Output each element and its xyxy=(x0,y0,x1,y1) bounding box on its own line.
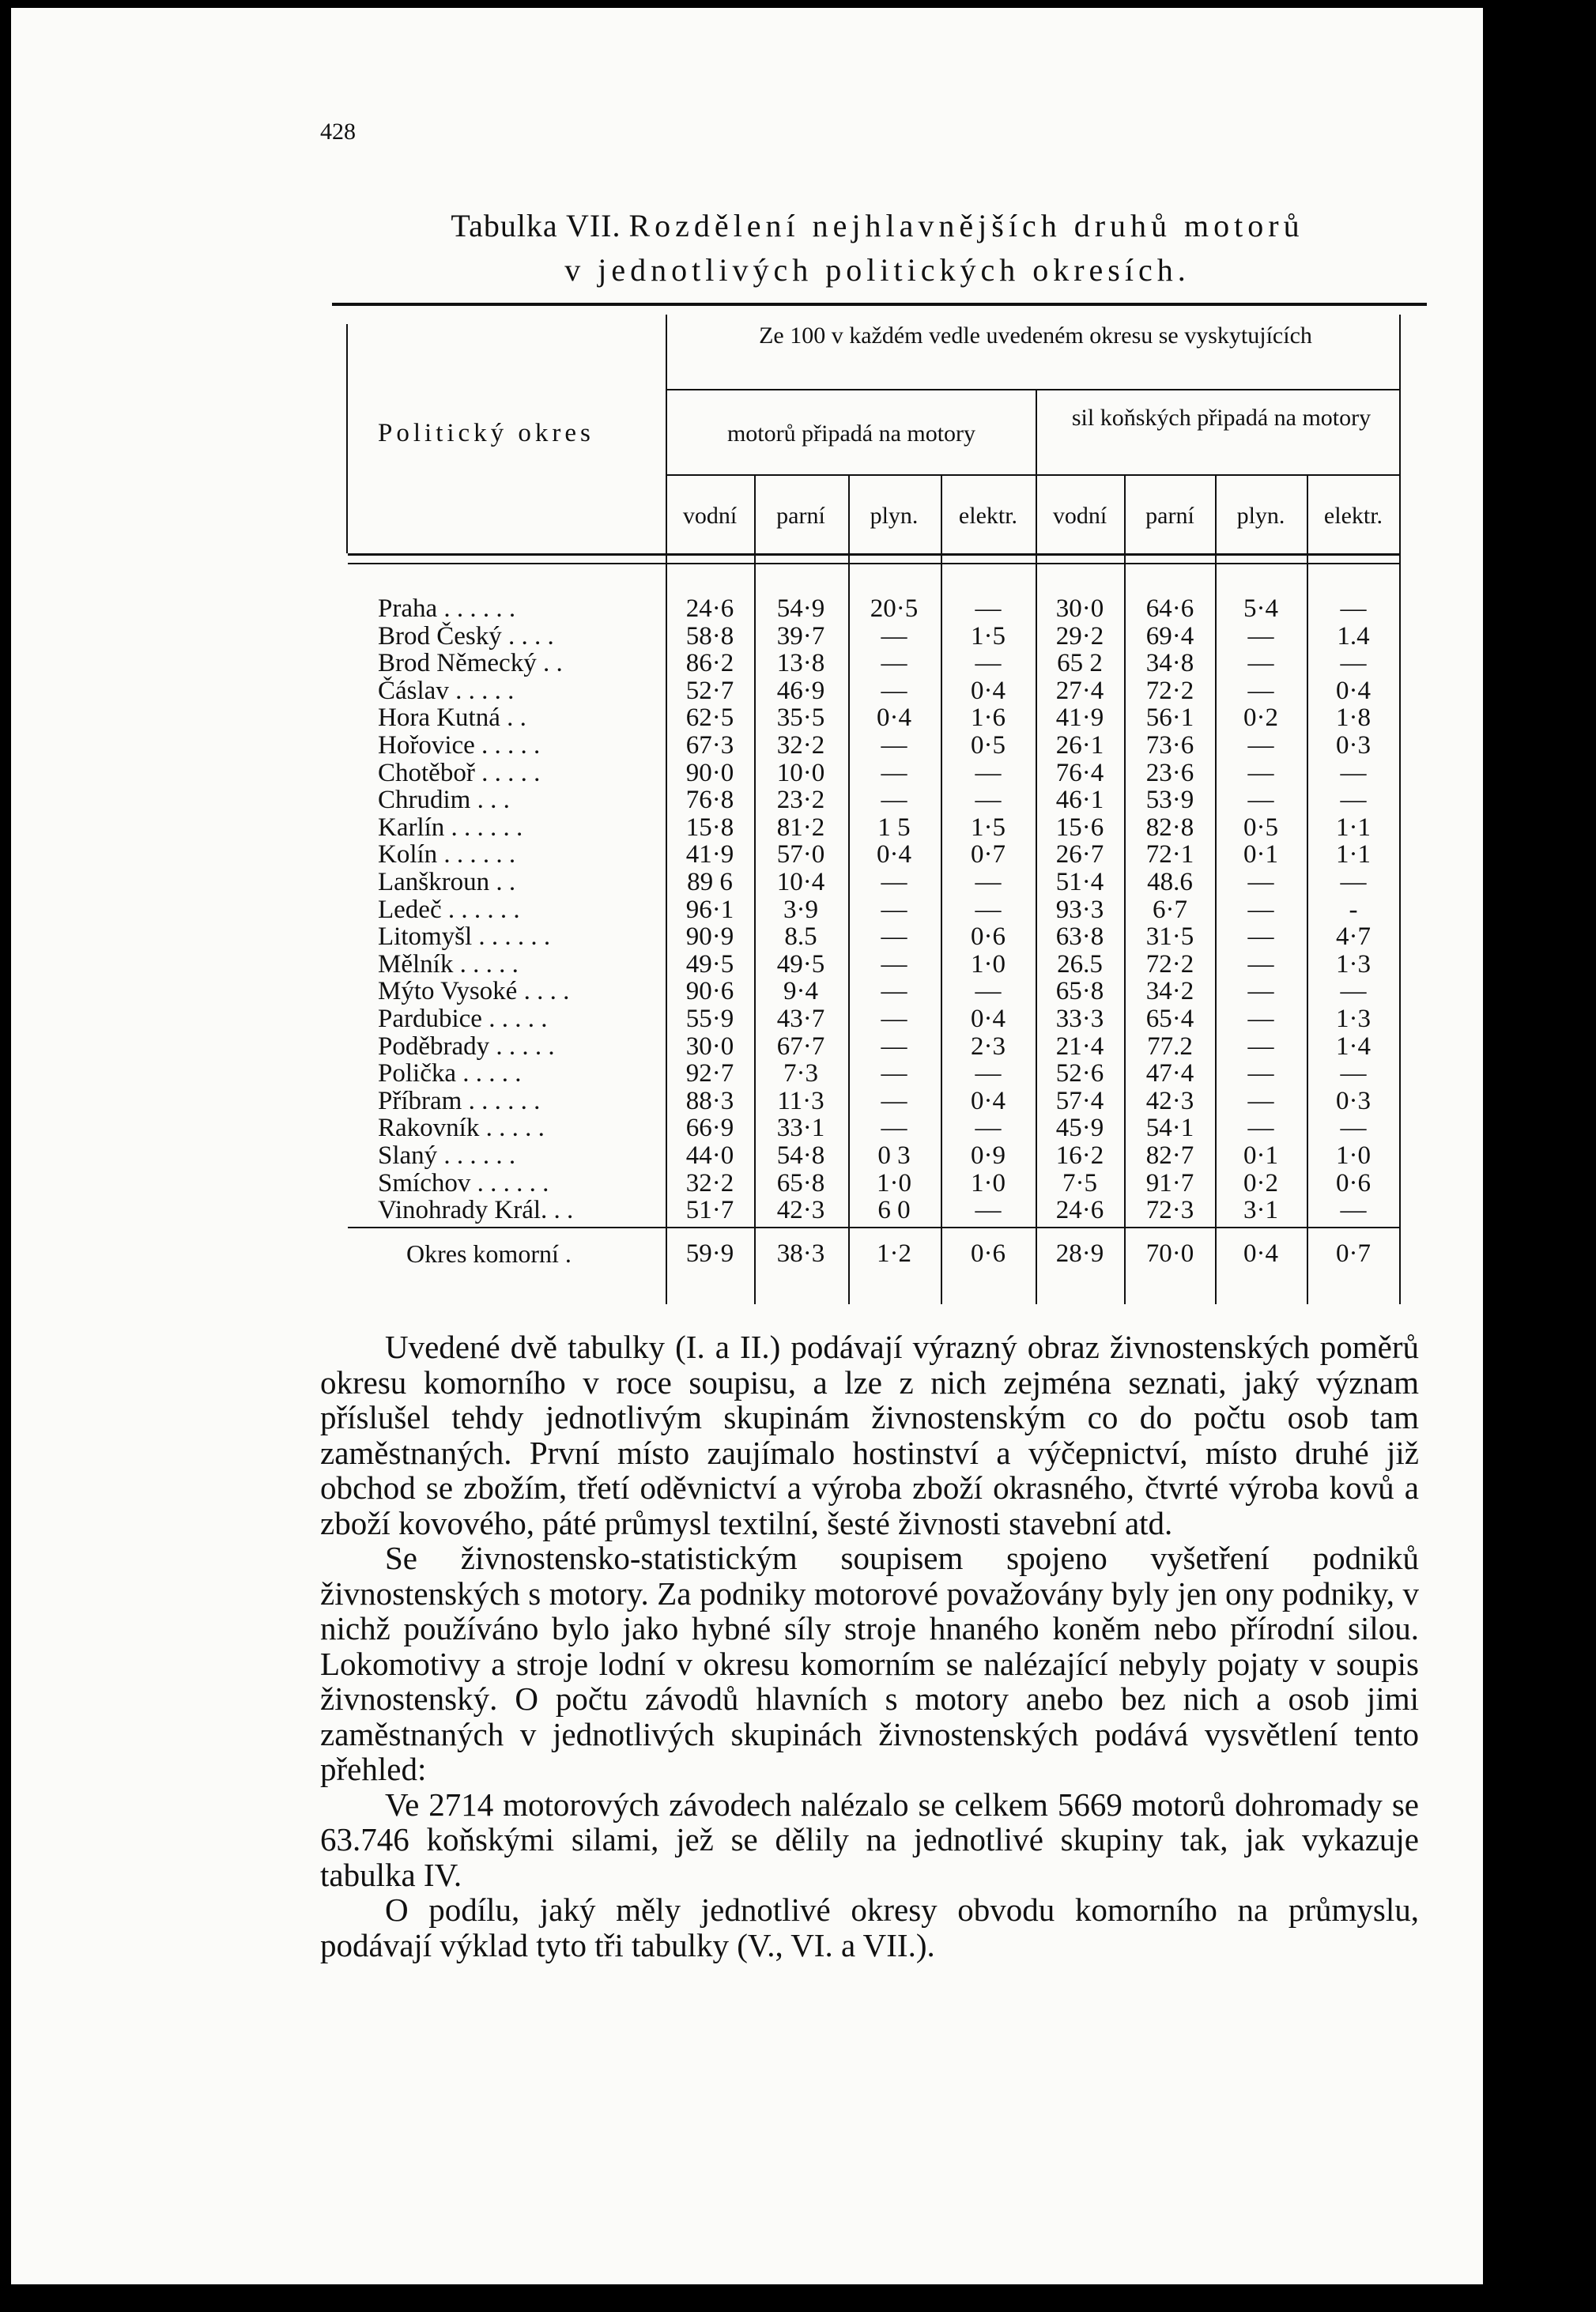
table-cell: 0·1 xyxy=(1243,1141,1278,1170)
table-cell: 11·3 xyxy=(777,1086,824,1115)
table-cell: 65·8 xyxy=(1055,977,1104,1006)
table-cell: 1·5 xyxy=(971,813,1006,842)
table-cell: 24·6 xyxy=(1055,1196,1104,1225)
table-cell: 0·5 xyxy=(971,731,1006,760)
row-okres-name: Vinohrady Král. . . xyxy=(378,1196,574,1225)
table-cell: 24·6 xyxy=(685,594,734,623)
subcolumn-header: parní xyxy=(1145,503,1194,529)
table-cell: — xyxy=(881,731,907,760)
row-okres-name: Příbram . . . . . . xyxy=(378,1086,541,1115)
table-cell: 89 6 xyxy=(687,868,733,896)
table-cell: 46·1 xyxy=(1055,786,1104,815)
table-cell: - xyxy=(1349,895,1358,924)
table-cell: 1·0 xyxy=(971,1168,1006,1197)
table-cell: 72·1 xyxy=(1145,840,1194,869)
table-cell: 42·3 xyxy=(1145,1086,1194,1115)
table-cell: 1·3 xyxy=(1336,1005,1371,1033)
table-cell: 34·2 xyxy=(1145,977,1194,1006)
table-cell: — xyxy=(1247,868,1274,896)
total-cell: 59·9 xyxy=(685,1239,734,1268)
table-cell: 90·0 xyxy=(685,758,734,787)
table-cell: 1.4 xyxy=(1337,621,1370,651)
table-cell: 86·2 xyxy=(685,649,734,678)
table-cell: 3·1 xyxy=(1243,1196,1278,1225)
table-cell: 3·9 xyxy=(783,895,818,924)
table-cell: — xyxy=(881,949,907,979)
row-okres-name: Litomyšl . . . . . . xyxy=(378,922,551,952)
table-cell: — xyxy=(881,621,907,651)
table-cell: 30·0 xyxy=(685,1032,734,1061)
table-title-line-1: Rozdělení nejhlavnějších druhů motorů xyxy=(628,208,1304,243)
table-cell: 1·1 xyxy=(1336,840,1371,869)
table-cell: 10·0 xyxy=(776,758,825,787)
header-bottom-rule-2 xyxy=(348,563,1399,564)
paragraph: Ve 2714 motorových závodech nalézalo se celkem 5669 motorů dohromady se 63.746 koňskými silami, jež se dělily na jednotlivé skupiny tak, jak vykazuje tabulka IV. xyxy=(320,1786,1419,1893)
table-cell: 81·2 xyxy=(776,813,825,842)
table-cell: 49·5 xyxy=(776,949,825,979)
row-okres-name: Poděbrady . . . . . xyxy=(378,1032,555,1061)
table-cell: 54·1 xyxy=(1145,1114,1194,1143)
row-okres-name: Chrudim . . . xyxy=(378,786,510,815)
table-cell: — xyxy=(1247,676,1274,705)
table-cell: 41·9 xyxy=(685,840,734,869)
table-cell: 0·5 xyxy=(1243,813,1278,842)
table-cell: — xyxy=(881,868,907,896)
table-cell: 54·9 xyxy=(776,594,825,623)
table-cell: 65 2 xyxy=(1057,649,1103,678)
table-cell: 9·4 xyxy=(783,977,818,1006)
table-cell: 51·4 xyxy=(1055,868,1104,896)
table-cell: 0·2 xyxy=(1243,703,1278,733)
table-cell: 88·3 xyxy=(685,1086,734,1115)
table-cell: 82·8 xyxy=(1145,813,1194,842)
table-cell: — xyxy=(1340,1114,1367,1143)
table-cell: 0·3 xyxy=(1336,731,1371,760)
table-cell: 54·8 xyxy=(776,1141,825,1170)
paragraph: O podílu, jaký měly jednotlivé okresy obvodu komorního na průmyslu, podávají výklad tyto tři tabulky (V., VI. a VII.). xyxy=(320,1891,1419,1963)
row-okres-name: Karlín . . . . . . xyxy=(378,813,523,842)
header-top-divider xyxy=(666,389,1401,390)
table-cell: 57·0 xyxy=(776,840,825,869)
table-cell: 1·1 xyxy=(1336,813,1371,842)
table-cell: 13·8 xyxy=(776,649,825,678)
table-cell: 58·8 xyxy=(685,621,734,651)
table-cell: 4·7 xyxy=(1336,922,1371,952)
table-cell: — xyxy=(1340,868,1367,896)
table-cell: 2·3 xyxy=(971,1032,1006,1061)
total-rule xyxy=(348,1227,1399,1228)
table-cell: — xyxy=(881,786,907,815)
table-cell: 31·5 xyxy=(1145,922,1194,952)
total-cell: 38·3 xyxy=(776,1239,825,1268)
row-okres-name: Hora Kutná . . xyxy=(378,703,526,733)
table-cell: — xyxy=(975,868,1002,896)
table-cell: 45·9 xyxy=(1055,1114,1104,1143)
table-cell: 32·2 xyxy=(685,1168,734,1197)
table-cell: 20·5 xyxy=(870,594,919,623)
table-cell: — xyxy=(881,1059,907,1088)
table-cell: — xyxy=(1340,1059,1367,1088)
table-cell: 0·4 xyxy=(971,676,1006,705)
table-cell: 92·7 xyxy=(685,1059,734,1088)
table-cell: 10·4 xyxy=(776,868,825,896)
row-okres-name: Smíchov . . . . . . xyxy=(378,1168,549,1197)
table-cell: — xyxy=(975,1196,1002,1225)
body-text xyxy=(320,1329,1419,1963)
table-title-line-2: v jednotlivých politických okresích. xyxy=(564,252,1190,288)
table-cell: — xyxy=(881,922,907,952)
table-cell: — xyxy=(881,676,907,705)
table-cell: — xyxy=(881,1114,907,1143)
col-line-1 xyxy=(754,476,756,1304)
table-cell: 15·8 xyxy=(685,813,734,842)
table-cell: 56·1 xyxy=(1145,703,1194,733)
book-spine xyxy=(1483,8,1596,2284)
table-cell: 1 5 xyxy=(877,813,911,842)
table-cell: — xyxy=(881,649,907,678)
table-cell: 48.6 xyxy=(1147,868,1193,896)
table-cell: 0·4 xyxy=(877,703,911,733)
total-cell: 0·6 xyxy=(971,1239,1006,1268)
header-group-motors: motorů připadá na motory xyxy=(726,421,976,447)
total-cell: 70·0 xyxy=(1145,1239,1194,1268)
table-cell: — xyxy=(1247,1059,1274,1088)
table-cell: 52·6 xyxy=(1055,1059,1104,1088)
row-okres-name: Hořovice . . . . . xyxy=(378,731,541,760)
table-cell: 72·3 xyxy=(1145,1196,1194,1225)
table-cell: 27·4 xyxy=(1055,676,1104,705)
table-cell: — xyxy=(1247,1005,1274,1033)
table-cell: 76·4 xyxy=(1055,758,1104,787)
row-okres-name: Brod Německý . . xyxy=(378,649,563,678)
row-okres-name: Chotěboř . . . . . xyxy=(378,758,541,787)
table-cell: 51·7 xyxy=(685,1196,734,1225)
row-okres-name: Lanškroun . . xyxy=(378,868,516,896)
table-cell: 0·4 xyxy=(877,840,911,869)
table-cell: 0·6 xyxy=(1336,1168,1371,1197)
table-cell: 26·7 xyxy=(1055,840,1104,869)
header-top: Ze 100 v každém vedle uvedeném okresu se vyskytujících xyxy=(759,322,1312,349)
row-okres-name: Praha . . . . . . xyxy=(378,594,516,623)
table-cell: 23·2 xyxy=(776,786,825,815)
row-okres-name: Brod Český . . . . xyxy=(378,621,554,651)
row-okres-name: Ledeč . . . . . . xyxy=(378,895,520,924)
table-cell: 5·4 xyxy=(1243,594,1278,623)
table-cell: 30·0 xyxy=(1055,594,1104,623)
table-cell: 46·9 xyxy=(776,676,825,705)
table-cell: — xyxy=(1340,758,1367,787)
paragraph: Uvedené dvě tabulky (I. a II.) podávají výrazný obraz živnostenských poměrů okresu komorního v roce soupisu, a lze z nich zejména seznati, jaký význam příslušel tehdy jednotlivým skupinám živnostenským co do počtu osob tam zaměstnaných. První místo zaujímalo hostinství a výčepnictví, místo druhé již obchod se zbožím, třetí oděvnictví a výroba zboží okrasného, čtvrté výroba kovů a zboží kovového, páté průmysl textilní, šesté živnosti stavební atd. xyxy=(320,1329,1419,1541)
table-cell: — xyxy=(1340,786,1367,815)
table-cell: 65·4 xyxy=(1145,1005,1194,1033)
col-line-2 xyxy=(848,476,850,1304)
total-cell: 0·7 xyxy=(1336,1239,1371,1268)
table-cell: 73·6 xyxy=(1145,731,1194,760)
subcolumn-header: elektr. xyxy=(958,503,1018,529)
table-cell: 15·6 xyxy=(1055,813,1104,842)
table-cell: 0·9 xyxy=(971,1141,1006,1170)
row-okres-name: Mělník . . . . . xyxy=(378,949,519,979)
table-cell: 34·8 xyxy=(1145,649,1194,678)
table-cell: 0 3 xyxy=(877,1141,911,1170)
table-cell: 23·6 xyxy=(1145,758,1194,787)
table-cell: 1·5 xyxy=(971,621,1006,651)
table-cell: — xyxy=(975,895,1002,924)
table-cell: 7·5 xyxy=(1062,1168,1097,1197)
table-left-line xyxy=(346,324,348,553)
table-cell: 66·9 xyxy=(685,1114,734,1143)
table-cell: 41·9 xyxy=(1055,703,1104,733)
row-okres-name: Pardubice . . . . . xyxy=(378,1005,548,1033)
table-cell: 39·7 xyxy=(776,621,825,651)
table-cell: 7·3 xyxy=(783,1059,818,1088)
table-cell: — xyxy=(975,1114,1002,1143)
table-cell: 0·2 xyxy=(1243,1168,1278,1197)
table-cell: 0·1 xyxy=(1243,840,1278,869)
table-cell: 1·6 xyxy=(971,703,1006,733)
table-cell: 33·1 xyxy=(776,1114,825,1143)
table-cell: 65·8 xyxy=(776,1168,825,1197)
row-okres-name: Polička . . . . . xyxy=(378,1059,522,1088)
col-line-6 xyxy=(1215,476,1217,1304)
table-cell: 90·6 xyxy=(685,977,734,1006)
table-cell: 57·4 xyxy=(1055,1086,1104,1115)
subcolumn-header: vodní xyxy=(682,503,738,529)
table-cell: — xyxy=(881,977,907,1006)
table-cell: 49·5 xyxy=(685,949,734,979)
table-cell: 53·9 xyxy=(1145,786,1194,815)
col-line-3 xyxy=(941,476,942,1304)
table-cell: — xyxy=(975,594,1002,623)
total-row-name: Okres komorní . xyxy=(406,1239,572,1268)
table-right-line xyxy=(1399,315,1401,1304)
table-cell: 29·2 xyxy=(1055,621,1104,651)
table-cell: — xyxy=(1340,649,1367,678)
table-cell: 32·2 xyxy=(776,731,825,760)
header-okres: Politický okres xyxy=(378,419,594,447)
table-cell: 1·4 xyxy=(1336,1032,1371,1061)
table-cell: 6·7 xyxy=(1153,895,1187,924)
table-cell: 76·8 xyxy=(685,786,734,815)
table-cell: 42·3 xyxy=(776,1196,825,1225)
table-cell: 44·0 xyxy=(685,1141,734,1170)
subcolumn-header: plyn. xyxy=(1236,503,1285,529)
header-group-divider xyxy=(666,474,1401,476)
table-cell: 72·2 xyxy=(1145,949,1194,979)
table-cell: 91·7 xyxy=(1145,1168,1194,1197)
table-cell: 93·3 xyxy=(1055,895,1104,924)
table-cell: — xyxy=(975,649,1002,678)
table-cell: 0·6 xyxy=(971,922,1006,952)
table-cell: 82·7 xyxy=(1145,1141,1194,1170)
col-line-5 xyxy=(1124,476,1126,1304)
table-cell: 72·2 xyxy=(1145,676,1194,705)
table-cell: 63·8 xyxy=(1055,922,1104,952)
table-cell: — xyxy=(1247,1032,1274,1061)
table-cell: 64·6 xyxy=(1145,594,1194,623)
table-cell: — xyxy=(975,1059,1002,1088)
subcolumn-header: parní xyxy=(776,503,825,529)
table-cell: 1·0 xyxy=(877,1168,911,1197)
table-cell: — xyxy=(1247,731,1274,760)
table-cell: 69·4 xyxy=(1145,621,1194,651)
table-top-rule xyxy=(332,303,1427,306)
table-cell: — xyxy=(881,895,907,924)
table-cell: 67·3 xyxy=(685,731,734,760)
table-cell: 1·0 xyxy=(1336,1141,1371,1170)
header-group-horse: sil koňských připadá na motory xyxy=(1071,405,1372,431)
table-cell: — xyxy=(1247,1086,1274,1115)
table-cell: — xyxy=(975,786,1002,815)
table-cell: 33·3 xyxy=(1055,1005,1104,1033)
row-okres-name: Mýto Vysoké . . . . xyxy=(378,977,570,1006)
table-cell: — xyxy=(1247,649,1274,678)
table-title xyxy=(348,204,1407,292)
table-cell: 77.2 xyxy=(1147,1032,1193,1061)
table-cell: — xyxy=(881,1005,907,1033)
table-cell: 90·9 xyxy=(685,922,734,952)
col-line-7 xyxy=(1307,476,1308,1304)
table-cell: 26·1 xyxy=(1055,731,1104,760)
table-cell: — xyxy=(1247,786,1274,815)
total-cell: 1·2 xyxy=(877,1239,911,1268)
table-cell: — xyxy=(1247,758,1274,787)
subcolumn-header: vodní xyxy=(1052,503,1107,529)
table-cell: 96·1 xyxy=(685,895,734,924)
table-cell: — xyxy=(1247,977,1274,1006)
table-cell: 35·5 xyxy=(776,703,825,733)
table-cell: 67·7 xyxy=(776,1032,825,1061)
table-cell: — xyxy=(1247,621,1274,651)
row-okres-name: Čáslav . . . . . xyxy=(378,676,515,705)
table-cell: 47·4 xyxy=(1145,1059,1194,1088)
table-cell: — xyxy=(881,1086,907,1115)
table-cell: 0·4 xyxy=(971,1086,1006,1115)
header-bottom-rule xyxy=(348,553,1399,556)
table-cell: 8.5 xyxy=(784,922,817,952)
table-cell: — xyxy=(1247,922,1274,952)
table-cell: 43·7 xyxy=(776,1005,825,1033)
table-cell: — xyxy=(1340,1196,1367,1225)
table-cell: 26.5 xyxy=(1057,949,1103,979)
subcolumn-header: elektr. xyxy=(1323,503,1383,529)
row-okres-name: Slaný . . . . . . xyxy=(378,1141,516,1170)
paragraph: Se živnostensko-statistickým soupisem spojeno vyšetření podniků živnostenských s motory. Za podniky motorové považovány byly jen ony podniky, v nichž používáno bylo jako hybné síly stroje hnaného koněm nebo přírodní silou. Lokomotivy a stroje lodní v okresu komorním se nalézající nebyly pojaty v soupis živnostenský. O počtu závodů hlavních s motory anebo bez nich a osob jimi zaměstnaných v jednotlivých skupinách živnostenských podává vysvětlení tento přehled: xyxy=(320,1540,1419,1787)
table-cell: 1·3 xyxy=(1336,949,1371,979)
table-cell: 55·9 xyxy=(685,1005,734,1033)
table-cell: — xyxy=(881,1032,907,1061)
table-cell: — xyxy=(1247,1114,1274,1143)
table-cell: 1·0 xyxy=(971,949,1006,979)
table-label: Tabulka VII. xyxy=(451,208,621,243)
total-cell: 0·4 xyxy=(1243,1239,1278,1268)
table-cell: — xyxy=(881,758,907,787)
table-cell: — xyxy=(1247,949,1274,979)
table-cell: — xyxy=(1340,594,1367,623)
table-cell: 0·3 xyxy=(1336,1086,1371,1115)
table-cell: 0·7 xyxy=(971,840,1006,869)
table-cell: 1·8 xyxy=(1336,703,1371,733)
table-cell: — xyxy=(1340,977,1367,1006)
table-cell: — xyxy=(975,977,1002,1006)
table-cell: — xyxy=(1247,895,1274,924)
table-cell: 21·4 xyxy=(1055,1032,1104,1061)
table-cell: 0·4 xyxy=(971,1005,1006,1033)
table-cell: 62·5 xyxy=(685,703,734,733)
page-number: 428 xyxy=(320,119,356,145)
table-cell: 52·7 xyxy=(685,676,734,705)
row-okres-name: Rakovník . . . . . xyxy=(378,1114,545,1143)
table-cell: 0·4 xyxy=(1336,676,1371,705)
table-cell: 6 0 xyxy=(877,1196,911,1225)
table-cell: 16·2 xyxy=(1055,1141,1104,1170)
subcolumn-header: plyn. xyxy=(870,503,919,529)
table-cell: — xyxy=(975,758,1002,787)
row-okres-name: Kolín . . . . . . xyxy=(378,840,516,869)
total-cell: 28·9 xyxy=(1055,1239,1104,1268)
